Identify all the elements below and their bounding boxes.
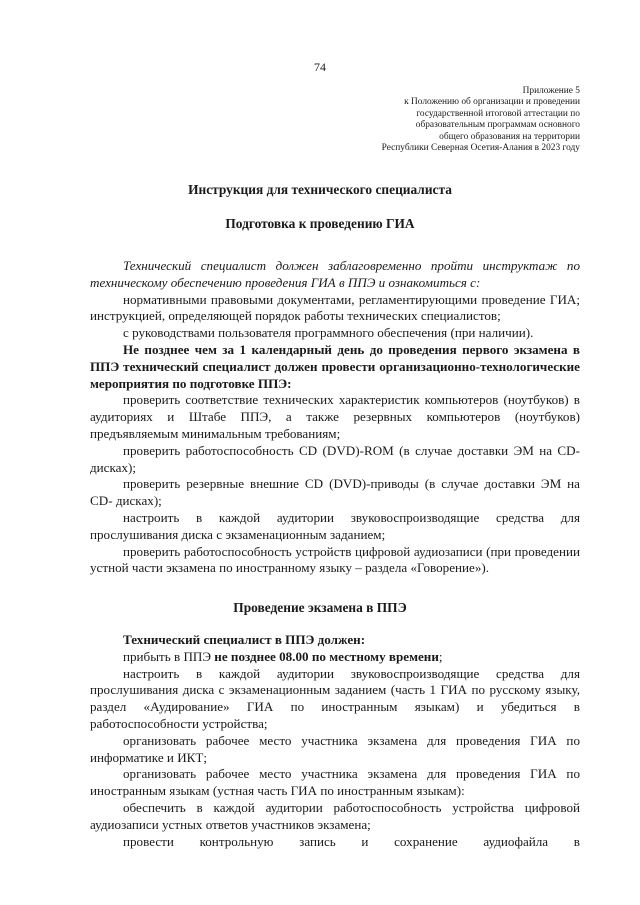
paragraph-deadline: Не позднее чем за 1 календарный день до проведения первого экзамена в ППЭ технический специалист должен провести организационно-технологические мероприятия по подготовке ППЭ: <box>90 341 580 391</box>
list-item-task: провести контрольную запись и сохранение аудиофайла в <box>123 833 580 849</box>
appendix-line: государственной итоговой аттестации по <box>416 108 580 119</box>
appendix-line: общего образования на территории <box>439 131 580 142</box>
section-heading-exam: Проведение экзамена в ППЭ <box>233 600 407 615</box>
appendix-note <box>310 86 580 154</box>
arrive-suffix: ; <box>438 648 443 664</box>
section-preparation-body <box>90 258 580 577</box>
list-item-task: обеспечить в каждой аудитории работоспособность устройства цифровой аудиозаписи устных ответов участников экзамена; <box>90 799 580 832</box>
arrive-prefix: прибыть в ППЭ <box>123 648 215 664</box>
section-exam-body <box>90 632 580 850</box>
paragraph-manuals: с руководствами пользователя программного обеспечения (при наличии). <box>123 325 534 341</box>
list-item-task: организовать рабочее место участника экзамена для проведения ГИА по информатике и ИКТ; <box>90 732 580 765</box>
list-item-task: организовать рабочее место участника экзамена для проведения ГИА по иностранным языкам (устная часть ГИА по иностранным языкам): <box>90 766 580 799</box>
document-title: Инструкция для технического специалиста <box>188 182 452 197</box>
appendix-line: Приложение 5 <box>522 86 580 96</box>
list-item-check: проверить работоспособность устройств цифровой аудиозаписи (при проведении устной части экзамена по иностранному языку – раздела «Говорение»). <box>90 543 580 576</box>
page-number: 74 <box>314 60 326 74</box>
list-item-check: настроить в каждой аудитории звуковоспроизводящие средства для прослушивания диска с экзаменационным заданием; <box>90 509 580 542</box>
section-heading-preparation: Подготовка к проведению ГИА <box>225 216 415 231</box>
appendix-line: к Положению об организации и проведении <box>404 97 580 108</box>
paragraph-intro: Технический специалист должен заблаговременно пройти инструктаж по техническому обеспечению проведения ГИА в ППЭ и ознакомиться с: <box>90 258 580 290</box>
paragraph-docs: нормативными правовыми документами, регламентирующими проведение ГИА; инструкцией, определяющей порядок работы технических специалистов; <box>90 291 580 324</box>
appendix-line: образовательным программам основного <box>415 120 580 131</box>
list-item-check: проверить работоспособность CD (DVD)-ROM (в случае доставки ЭМ на CD- дисках); <box>90 442 580 475</box>
list-item-check: проверить резервные внешние CD (DVD)-приводы (в случае доставки ЭМ на CD- дисках); <box>90 476 580 509</box>
appendix-line: Республики Северная Осетия-Алания в 2023 году <box>381 143 580 154</box>
arrive-time: не позднее 08.00 по местному времени <box>214 648 439 664</box>
list-item-task: настроить в каждой аудитории звуковоспроизводящие средства для прослушивания диска с экзаменационным заданием (часть 1 ГИА по русскому языку, раздел «Аудирование» ГИА по иностранным языкам) и убедиться в работоспособности устройства; <box>90 665 580 731</box>
list-item-arrive <box>90 649 580 666</box>
list-item-check: проверить соответствие технических характеристик компьютеров (ноутбуков) в аудиториях и Штабе ППЭ, а также резервных компьютеров (ноутбуков) предъявляемым минимальным требованиям; <box>90 392 580 441</box>
paragraph-lead: Технический специалист в ППЭ должен: <box>123 632 366 647</box>
